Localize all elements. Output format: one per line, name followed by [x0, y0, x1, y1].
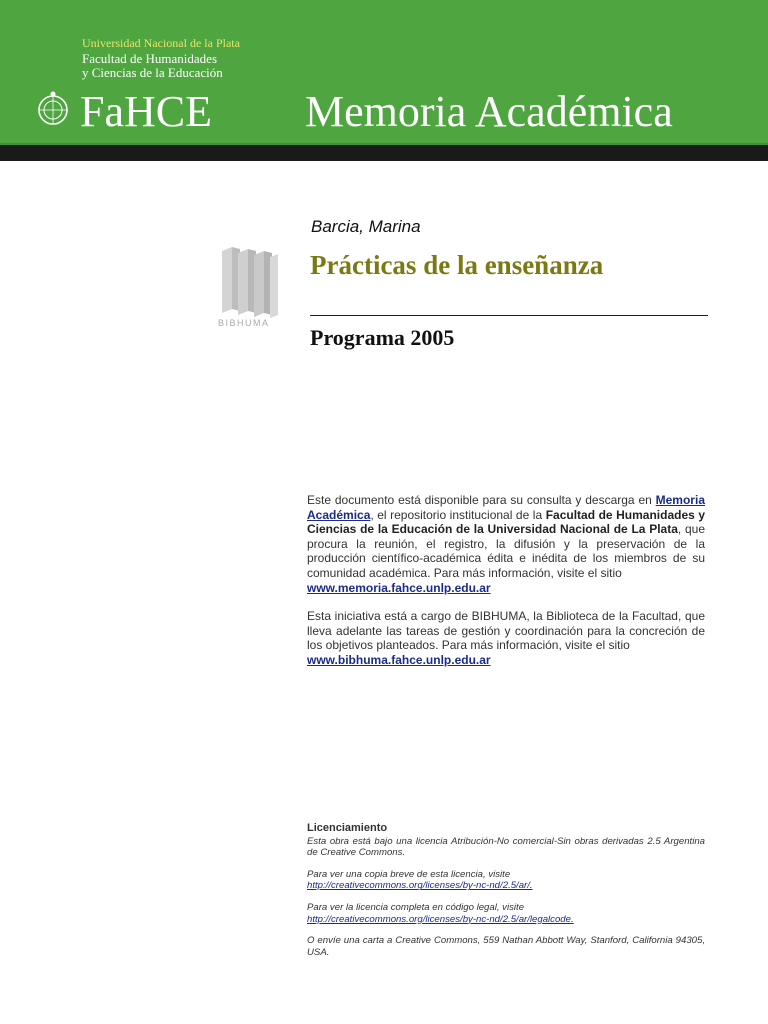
bibhuma-logo-label: BIBHUMA: [218, 318, 270, 328]
license-address: O envíe una carta a Creative Commons, 559 Nathan Abbott Way, Stanford, California 94305, USA.: [307, 935, 705, 958]
license-short-link[interactable]: http://creativecommons.org/licenses/by-nc-nd/2.5/ar/.: [307, 880, 533, 892]
bibhuma-url-link[interactable]: www.bibhuma.fahce.unlp.edu.ar: [307, 652, 491, 667]
info-text: Este documento está disponible para su consulta y descarga en: [307, 493, 656, 507]
license-text: Para ver la licencia completa en código legal, visite: [307, 901, 525, 913]
document-author: Barcia, Marina: [311, 217, 421, 236]
repository-paragraph: [307, 493, 705, 595]
faculty-line-1: Facultad de Humanidades: [82, 51, 218, 66]
faculty-bold-text: Facultad de Humanidades y Ciencias de la Educación de la Universidad Nacional de La Plata: [307, 507, 705, 537]
license-text: Para ver una copia breve de esta licencia, visite: [307, 868, 511, 880]
repository-title: Memoria Académica: [305, 87, 673, 136]
brand-logo-text: FaHCE: [80, 87, 212, 136]
bibhuma-paragraph: [307, 609, 705, 667]
repository-info: [307, 493, 705, 682]
faculty-line-2: y Ciencias de la Educación: [82, 65, 223, 80]
info-text: Esta iniciativa está a cargo de BIBHUMA, la Biblioteca de la Facultad, que lleva adelante las tareas de gestión y coordinación para la concreción de los objetivos planteados. Para más información, visite el sitio: [307, 609, 705, 653]
license-section: [307, 823, 705, 968]
university-name: Universidad Nacional de la Plata: [82, 36, 240, 50]
license-legal-link[interactable]: http://creativecommons.org/licenses/by-nc-nd/2.5/ar/legalcode.: [307, 913, 574, 925]
university-seal-icon: [36, 90, 70, 130]
info-text: , que procura la reunión, el registro, la difusión y la preservación de la producción científico-académica édita e inédita de los miembros de su comunidad académica. Para más información, visite el sitio: [307, 522, 705, 580]
title-divider: [310, 315, 708, 316]
info-text: , el repositorio institucional de la: [370, 507, 546, 522]
faculty-name: [82, 52, 223, 80]
license-legal-paragraph: [307, 902, 705, 925]
license-short-paragraph: [307, 869, 705, 892]
memoria-url-link[interactable]: www.memoria.fahce.unlp.edu.ar: [307, 580, 491, 595]
license-title: Licenciamiento: [307, 822, 388, 834]
document-title: Prácticas de la enseñanza: [310, 250, 604, 280]
document-subtitle: Programa 2005: [310, 325, 455, 350]
header-banner: [0, 0, 768, 145]
header-dark-bar: [0, 145, 768, 161]
memoria-academica-link[interactable]: Memoria Académica: [307, 493, 705, 522]
license-statement: Esta obra está bajo una licencia Atribución-No comercial-Sin obras derivadas 2.5 Argentina de Creative Commons.: [307, 835, 705, 859]
